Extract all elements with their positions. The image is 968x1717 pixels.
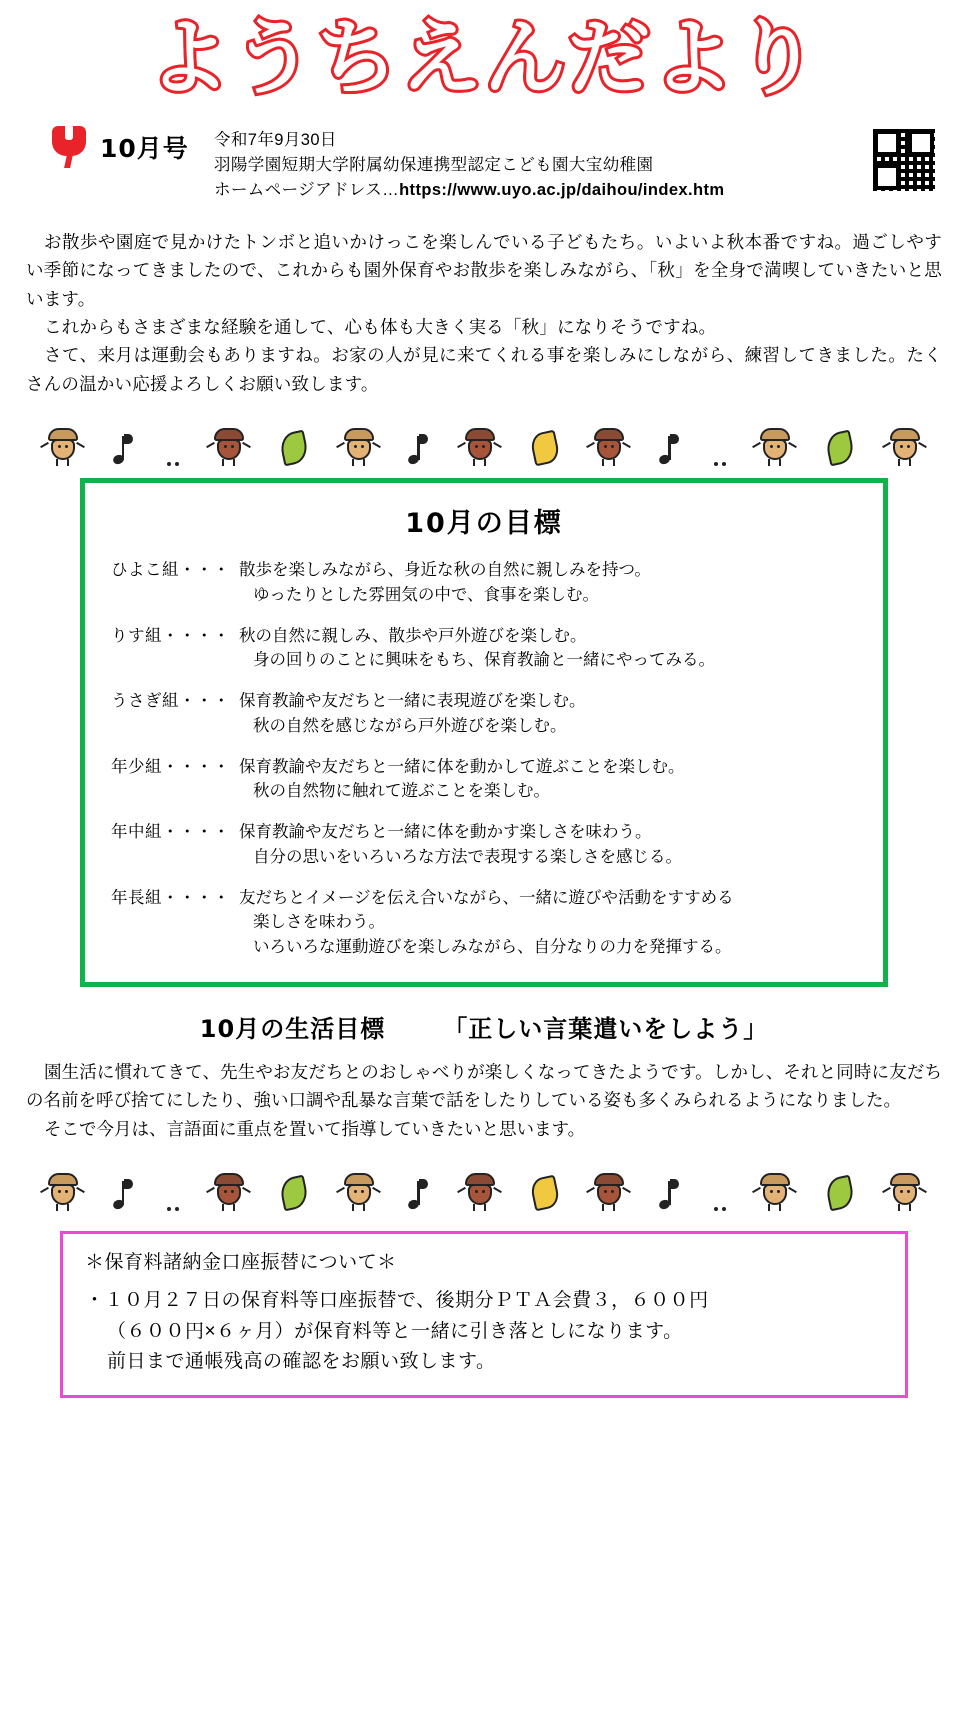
homepage-url[interactable]: https://www.uyo.ac.jp/daihou/index.htm [399, 181, 725, 200]
intro-text [0, 218, 968, 398]
goal-text [239, 820, 873, 870]
acorn-icon [758, 426, 792, 466]
monthly-goals-box [80, 478, 888, 987]
acorn-icon [46, 1171, 80, 1211]
goal-row [95, 689, 873, 739]
music-note-icon [408, 432, 430, 466]
leaf-icon [530, 1175, 560, 1211]
leaf-icon [279, 430, 309, 466]
goal-line: いろいろな運動遊びを楽しみながら、自分なりの力を発揮する。 [253, 938, 732, 957]
acorn-icon [463, 426, 497, 466]
intro-paragraph-1: お散歩や園庭で見かけたトンボと追いかけっこを楽しんでいる子どもたち。いよいよ秋本番ですね。過ごしやすい季節になってきましたので、これからも園外保育やお散歩を楽しみながら、「秋」を全身で満喫していきたいと思います。 [26, 232, 942, 309]
intro-paragraph-2: これからもさまざまな経験を通して、心も体も大きく実る「秋」になりそうですね。 [44, 317, 717, 338]
goal-row [95, 558, 873, 608]
acorn-icon [888, 1171, 922, 1211]
dots-decoration [714, 446, 726, 466]
life-goal-slogan: 「正しい言葉遣いをしよう」 [443, 1014, 769, 1043]
acorn-icon [592, 1171, 626, 1211]
goal-text [239, 886, 873, 960]
goal-line: 秋の自然を感じながら戸外遊びを楽しむ。 [253, 716, 567, 735]
goal-text [239, 624, 873, 674]
leaf-icon [825, 430, 855, 466]
goal-line: 秋の自然に親しみ、散歩や戸外遊びを楽しむ。 [239, 626, 587, 645]
goal-line: 保育教諭や友だちと一緒に体を動かす楽しさを味わう。 [239, 823, 652, 842]
goal-line: 保育教諭や友だちと一緒に表現遊びを楽しむ。 [239, 692, 586, 711]
acorn-icon [342, 426, 376, 466]
header-meta [214, 126, 872, 203]
payment-notice-box [60, 1231, 908, 1399]
goal-line: ゆったりとした雰囲気の中で、食事を楽しむ。 [253, 585, 600, 604]
notice-line-2: （６００円×６ヶ月）が保育料等と一緒に引き落としになります。 [107, 1320, 683, 1342]
school-name: 羽陽学園短期大学附属幼保連携型認定こども園大宝幼稚園 [214, 156, 654, 175]
acorn-icon [212, 426, 246, 466]
goal-line: 友だちとイメージを伝え合いながら、一緒に遊びや活動をすすめる [239, 888, 734, 907]
masthead-title: ようちえんだより [147, 11, 820, 106]
acorn-icon [463, 1171, 497, 1211]
goal-line: 秋の自然物に触れて遊ぶことを楽しむ。 [253, 782, 550, 801]
goal-text [239, 755, 873, 805]
life-goal-heading-row [0, 1009, 968, 1044]
leaf-icon [279, 1175, 309, 1211]
acorn-divider-top [0, 398, 968, 472]
goal-text [239, 558, 873, 608]
intro-paragraph-3: さて、来月は運動会もありますね。お家の人が見に来てくれる事を楽しみにしながら、練習してきました。たくさんの温かい応援よろしくお願い致します。 [26, 345, 942, 394]
goal-class-name: 年長組・・・・ [111, 888, 230, 907]
acorn-icon [758, 1171, 792, 1211]
masthead [0, 0, 968, 122]
goal-class-name: りす組・・・・ [111, 626, 230, 645]
qr-code-icon[interactable] [872, 128, 936, 192]
goal-class-name: ひよこ組・・・ [111, 561, 230, 580]
music-note-icon [408, 1177, 430, 1211]
issue-date: 令和7年9月30日 [214, 131, 337, 149]
goal-row [95, 820, 873, 870]
life-goal-body [0, 1044, 968, 1143]
notice-line-1: ・１０月２７日の保育料等口座振替で、後期分ＰＴＡ会費３，６００円 [85, 1290, 709, 1312]
issue-label: 10月号 [100, 134, 189, 163]
tulip-icon [52, 126, 86, 168]
leaf-icon [530, 430, 560, 466]
homepage-label: ホームページアドレス… [214, 181, 400, 200]
goal-line: 自分の思いをいろいろな方法で表現する楽しさを感じる。 [253, 847, 682, 866]
goal-row [95, 755, 873, 805]
goal-class-name: うさぎ組・・・ [111, 692, 230, 711]
goal-row [95, 886, 873, 960]
life-goal-heading: 10月の生活目標 [199, 1014, 386, 1043]
goal-class-name: 年中組・・・・ [111, 823, 230, 842]
music-note-icon [113, 1177, 135, 1211]
acorn-divider-bottom [0, 1143, 968, 1217]
goal-line: 身の回りのことに興味をもち、保育教諭と一緒にやってみる。 [253, 651, 715, 670]
acorn-icon [592, 426, 626, 466]
life-goal-paragraph-2: そこで今月は、言語面に重点を置いて指導していきたいと思います。 [44, 1118, 586, 1139]
music-note-icon [659, 1177, 681, 1211]
goal-line: 散歩を楽しみながら、身近な秋の自然に親しみを持つ。 [239, 561, 651, 580]
dots-decoration [714, 1191, 726, 1211]
acorn-icon [212, 1171, 246, 1211]
header-info-bar [0, 122, 968, 218]
acorn-icon [888, 426, 922, 466]
leaf-icon [825, 1175, 855, 1211]
dots-decoration [167, 1191, 179, 1211]
notice-line-3: 前日まで通帳残高の確認をお願い致します。 [107, 1351, 496, 1373]
logo-and-issue [18, 126, 214, 168]
music-note-icon [113, 432, 135, 466]
goal-class-name: 年少組・・・・ [111, 757, 230, 776]
goal-text [239, 689, 873, 739]
monthly-goals-title: 10月の目標 [405, 508, 563, 540]
music-note-icon [659, 432, 681, 466]
goal-line: 保育教諭や友だちと一緒に体を動かして遊ぶことを楽しむ。 [239, 757, 685, 776]
notice-title: ＊保育料諸納金口座振替について＊ [85, 1251, 397, 1273]
life-goal-paragraph-1: 園生活に慣れてきて、先生やお友だちとのおしゃべりが楽しくなってきたようです。しかし、それと同時に友だちの名前を呼び捨てにしたり、強い口調や乱暴な言葉で話をしたりしている姿も多くみられるようになりました。 [26, 1061, 942, 1111]
homepage-line [214, 178, 872, 203]
acorn-icon [46, 426, 80, 466]
acorn-icon [342, 1171, 376, 1211]
goal-line: 楽しさを味わう。 [253, 913, 385, 932]
goal-row [95, 624, 873, 674]
dots-decoration [167, 446, 179, 466]
